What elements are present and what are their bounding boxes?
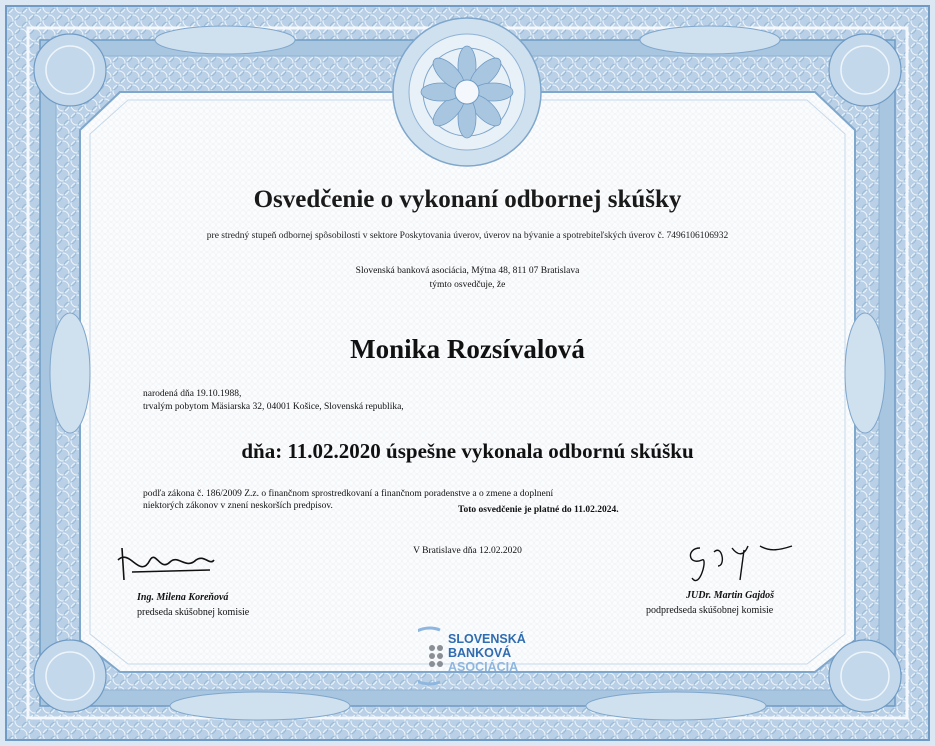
law-line-2: niektorých zákonov v znení neskorších predpisov. bbox=[143, 501, 333, 511]
holder-name: Monika Rozsívalová bbox=[350, 334, 585, 364]
logo-line-2: BANKOVÁ bbox=[448, 646, 512, 660]
law-line-1: podľa zákona č. 186/2009 Z.z. o finančnom sprostredkovaní a finančnom poradenstve a o zmene a doplnení bbox=[143, 489, 554, 499]
rosette bbox=[393, 18, 541, 166]
certifies-line: týmto osvedčuje, že bbox=[429, 280, 506, 290]
certificate-subtitle: pre stredný stupeň odbornej spôsobilosti v sektore Poskytovania úverov, úverov na bývanie a spotrebiteľských úverov č. 7496106106932 bbox=[206, 231, 729, 241]
right-signatory-name: JUDr. Martin Gajdoš bbox=[686, 590, 775, 601]
validity-line: Toto osvedčenie je platné do 11.02.2024. bbox=[458, 505, 619, 515]
issuer-line: Slovenská banková asociácia, Mýtna 48, 811 07 Bratislava bbox=[355, 266, 580, 276]
right-signatory-role: podpredseda skúšobnej komisie bbox=[646, 605, 774, 616]
residence-line: trvalým pobytom Mäsiarska 32, 04001 Košice, Slovenská republika, bbox=[143, 402, 404, 412]
logo-line-1: SLOVENSKÁ bbox=[448, 632, 526, 646]
left-signatory-role: predseda skúšobnej komisie bbox=[137, 607, 250, 618]
exam-line: dňa: 11.02.2020 úspešne vykonala odbornú skúšku bbox=[241, 439, 694, 463]
sba-logo bbox=[418, 626, 528, 686]
birth-line: narodená dňa 19.10.1988, bbox=[143, 389, 242, 399]
certificate-title: Osvedčenie o vykonaní odbornej skúšky bbox=[253, 186, 682, 213]
logo-line-3: ASOCIÁCIA bbox=[448, 660, 519, 674]
place-date: V Bratislave dňa 12.02.2020 bbox=[413, 546, 522, 556]
left-signatory-name: Ing. Milena Koreňová bbox=[137, 592, 229, 603]
